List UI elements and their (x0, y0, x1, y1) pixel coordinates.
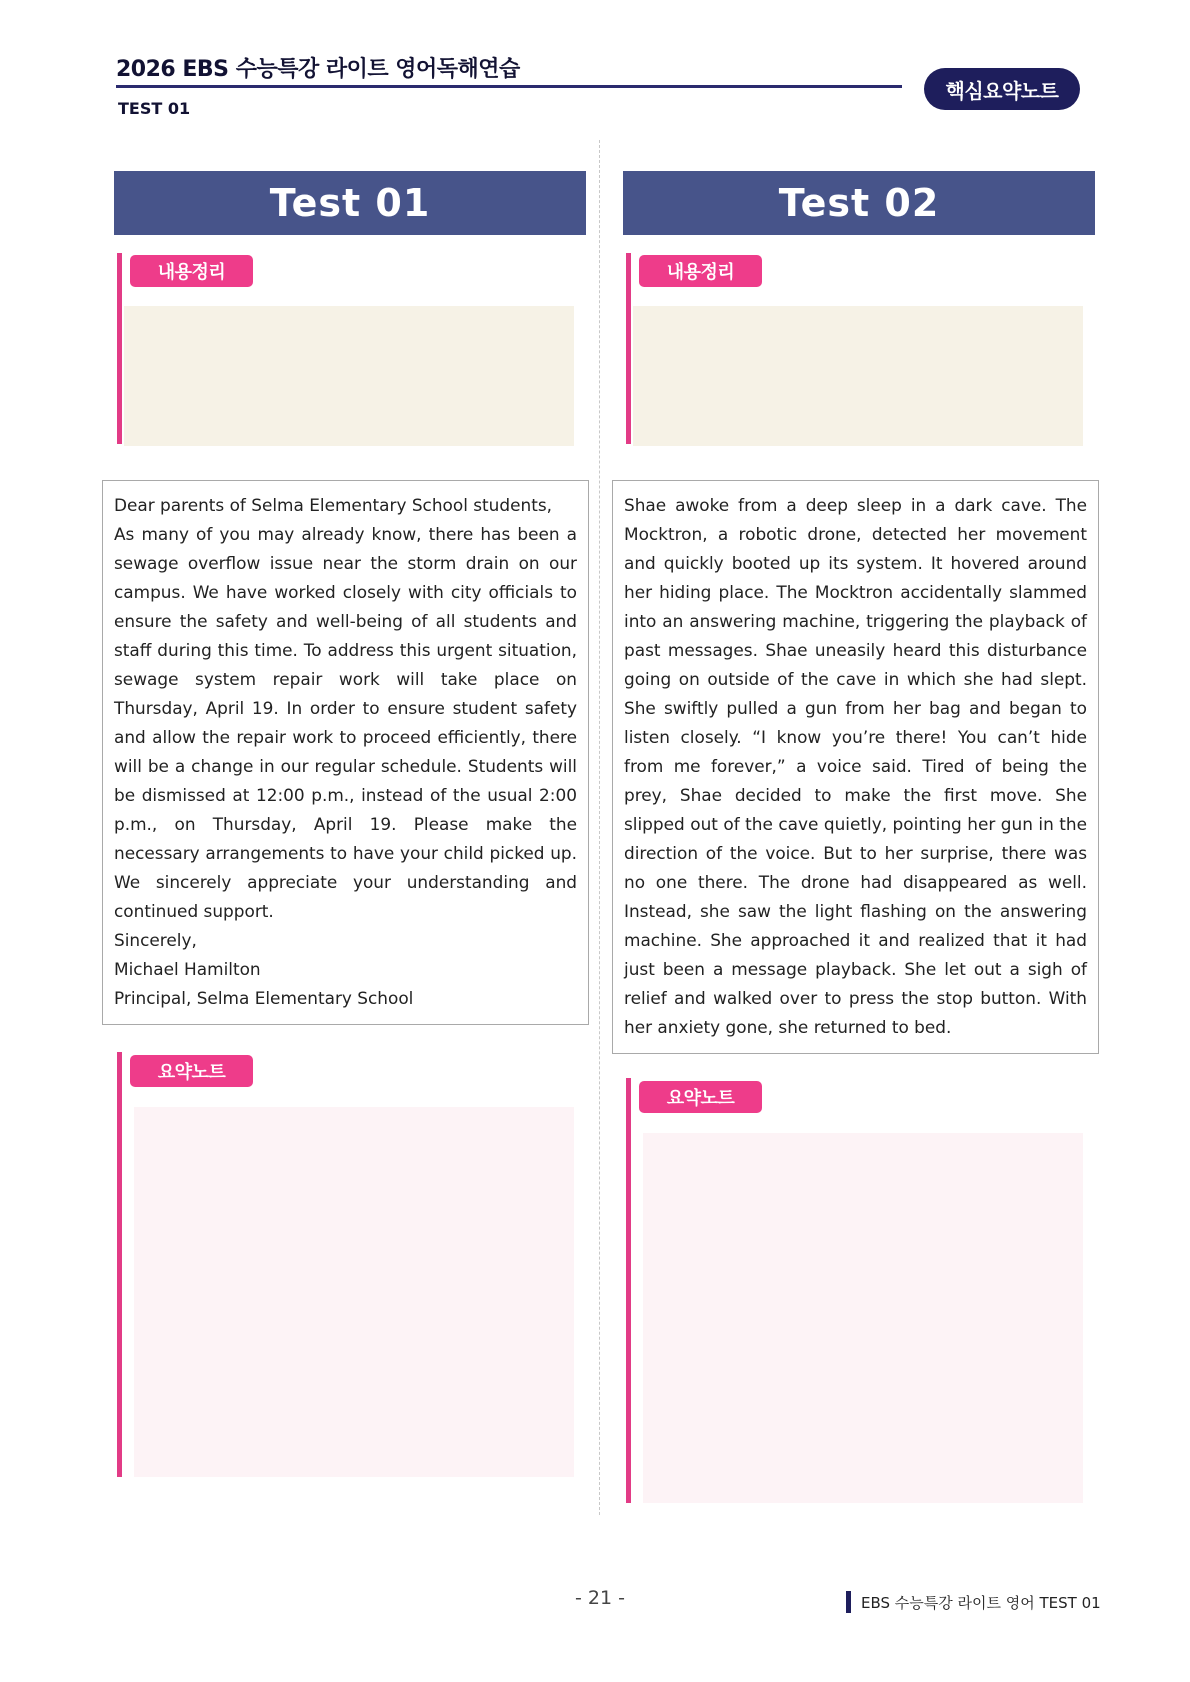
document-title: 2026 EBS 수능특강 라이트 영어독해연습 (116, 57, 520, 82)
test-label: TEST 01 (118, 99, 191, 118)
passage-box (102, 480, 589, 1025)
summary-note-box (134, 1107, 574, 1477)
content-summary-tag: 내용정리 (130, 255, 253, 287)
footer-marker (846, 1591, 851, 1613)
summary-note-tag: 요약노트 (130, 1055, 253, 1087)
story-text: Shae awoke from a deep sleep in a dark cave. The Mocktron, a robotic drone, detected her movement and quickly booted up its system. It hovered around her hiding place. The Mocktron accidentally slammed into an answering machine, triggering the playback of past messages. Shae uneasily heard this disturbance going on outside of the cave in which she had slept. She swiftly pulled a gun from her bag and began to listen closely. “I know you’re there! You can’t hide from me forever,” a voice said. Tired of being the prey, Shae decided to make the first move. She slipped out of the cave quietly, pointing her gun in the direction of the voice. But to her surprise, there was no one there. The drone had disappeared as well. Instead, she saw the light flashing on the answering machine. She approached it and realized that it had just been a message playback. She let out a sigh of relief and walked over to press the stop button. With her anxiety gone, she returned to bed. (624, 495, 1087, 1037)
content-section-bar (117, 253, 122, 444)
summary-note-box (643, 1133, 1083, 1503)
footer-series (846, 1591, 1101, 1613)
content-summary-box (124, 306, 574, 446)
letter-body: As many of you may already know, there has been a sewage overflow issue near the storm drain on our campus. We have worked closely with city officials to ensure the safety and well-being of all students and staff during this time. To address this urgent situation, sewage system repair work will take place on Thursday, April 19. In order to ensure student safety and allow the repair work to proceed efficiently, there will be a change in our regular schedule. Students will be dismissed at 12:00 p.m., instead of the usual 2:00 p.m., on Thursday, April 19. Please make the necessary arrangements to have your child picked up. We sincerely appreciate your understanding and continued support. (114, 524, 577, 921)
summary-section-bar (117, 1052, 122, 1477)
content-section-bar (626, 253, 631, 444)
summary-note-badge: 핵심요약노트 (924, 68, 1080, 110)
test-02-title: Test 02 (623, 171, 1095, 235)
passage-box (612, 480, 1099, 1054)
letter-signer-title: Principal, Selma Elementary School (114, 988, 414, 1008)
summary-note-tag: 요약노트 (639, 1081, 762, 1113)
letter-signer: Michael Hamilton (114, 959, 261, 979)
column-divider (599, 140, 600, 1515)
summary-section-bar (626, 1078, 631, 1503)
footer-series-label: EBS 수능특강 라이트 영어 TEST 01 (861, 1593, 1101, 1612)
page-number: - 21 - (575, 1587, 625, 1609)
content-summary-tag: 내용정리 (639, 255, 762, 287)
test-01-title: Test 01 (114, 171, 586, 235)
content-summary-box (633, 306, 1083, 446)
header-rule (116, 85, 902, 88)
letter-greeting: Dear parents of Selma Elementary School students, (114, 495, 552, 515)
letter-closing: Sincerely, (114, 930, 197, 950)
